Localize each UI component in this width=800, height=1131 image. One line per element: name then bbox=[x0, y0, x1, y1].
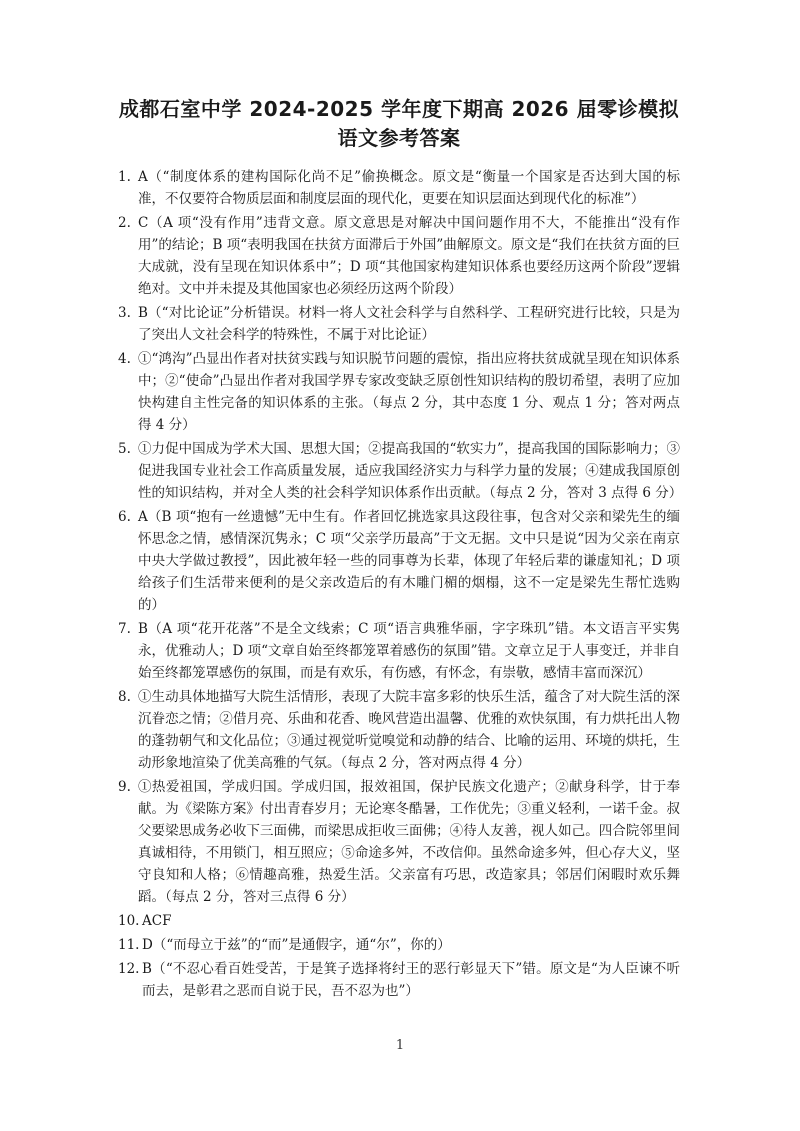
answer-item-12 bbox=[118, 958, 680, 1002]
answer-number: 6. bbox=[118, 509, 131, 525]
answer-text: B（“对比论证”分析错误。材料一将人文社会科学与自然科学、工程研究进行比较，只是为了突出人文社会科学的特殊性，不属于对比论证） bbox=[138, 305, 680, 343]
answer-list bbox=[118, 166, 683, 1002]
answer-text: B（A 项“花开花落”不是全文线索；C 项“语言典雅华丽，字字珠玑”错。本文语言平实隽永，优雅动人；D 项“文章自始至终都笼罩着感伤的氛围”错。文章立足于人事变迁，并非自始至终都笼罩感伤的氛围，而是有欢乐，有伤感，有怀念，有崇敬，感情丰富而深沉） bbox=[138, 621, 680, 681]
document-subtitle: 语文参考答案 bbox=[337, 126, 461, 150]
answer-number: 12. bbox=[118, 961, 140, 977]
answer-number: 1. bbox=[118, 169, 131, 185]
answer-item-10 bbox=[118, 910, 680, 932]
answer-number: 4. bbox=[118, 351, 131, 367]
answer-item-9 bbox=[118, 776, 680, 908]
answer-text: ①“鸿沟”凸显出作者对扶贫实践与知识脱节问题的震惊，指出应将扶贫成就呈现在知识体系中；②“使命”凸显出作者对我国学界专家改变缺乏原创性知识结构的殷切希望，表明了应加快构建自主性完备的知识体系的主张。（每点 2 分，其中态度 1 分、观点 1 分；答对两点得 4 分） bbox=[138, 351, 680, 433]
answer-text: D（“而母立于兹”的“而”是通假字，通“尔”，你的） bbox=[142, 937, 451, 953]
answer-number: 11. bbox=[118, 937, 140, 953]
answer-text: A（“制度体系的建构国际化尚不足”偷换概念。原文是“衡量一个国家是否达到大国的标准，不仅要符合物质层面和制度层面的现代化，更要在知识层面达到现代化的标准”） bbox=[138, 169, 680, 207]
answer-number: 10. bbox=[118, 913, 140, 929]
answer-text: ①生动具体地描写大院生活情形，表现了大院丰富多彩的快乐生活，蕴含了对大院生活的深沉眷恋之情；②借月亮、乐曲和花香、晚风营造出温馨、优雅的欢快氛围，有力烘托出人物的蓬勃朝气和文化品位；③通过视觉听觉嗅觉和动静的结合、比喻的运用、环境的烘托，生动形象地渲染了优美高雅的气氛。（每点 2 分，答对两点得 4 分） bbox=[138, 689, 680, 771]
answer-item-2 bbox=[118, 212, 680, 300]
answer-item-3 bbox=[118, 302, 680, 346]
answer-item-8 bbox=[118, 686, 680, 774]
answer-text: ①力促中国成为学术大国、思想大国；②提高我国的“软实力”，提高我国的国际影响力；③促进我国专业社会工作高质量发展，适应我国经济实力与科学力量的发展；④建成我国原创性的知识结构，并对全人类的社会科学知识体系作出贡献。（每点 2 分，答对 3 点得 6 分） bbox=[138, 441, 683, 501]
answer-item-5 bbox=[118, 438, 683, 504]
answer-item-7 bbox=[118, 618, 680, 684]
answer-text: C（A 项“没有作用”违背文意。原文意思是对解决中国问题作用不大，不能推出“没有作用”的结论；B 项“表明我国在扶贫方面滞后于外国”曲解原文。原文是“我们在扶贫方面的巨大成就，没有呈现在知识体系中”；D 项“其他国家构建知识体系也要经历这两个阶段”逻辑绝对。文中并未提及其他国家也必须经历这两个阶段） bbox=[138, 215, 680, 297]
answer-number: 8. bbox=[118, 689, 131, 705]
document-title: 成都石室中学 2024-2025 学年度下期高 2026 届零诊模拟 bbox=[118, 97, 680, 121]
answer-number: 5. bbox=[118, 441, 131, 457]
answer-item-4 bbox=[118, 348, 680, 436]
answer-text: A（B 项“抱有一丝遗憾”无中生有。作者回忆挑选家具这段往事，包含对父亲和梁先生的缅怀思念之情，感情深沉隽永；C 项“父亲学历最高”于文无据。文中只是说“因为父亲在南京中央大学做过教授”，因此被年轻一些的同事尊为长辈，体现了年轻后辈的谦虚知礼；D 项给孩子们生活带来便利的是父亲改造后的有木雕门楣的烟榻，这不一定是梁先生帮忙选购的） bbox=[138, 509, 680, 613]
page-number: 1 bbox=[395, 1038, 405, 1053]
answer-number: 7. bbox=[118, 621, 131, 637]
answer-text: B（“不忍心看百姓受苦，于是箕子选择将纣王的恶行彰显天下”错。原文是“为人臣谏不听而去，是彰君之恶而自说于民，吾不忍为也”） bbox=[142, 961, 680, 999]
answer-text: ①热爱祖国，学成归国。学成归国，报效祖国，保护民族文化遗产；②献身科学，甘于奉献。为《梁陈方案》付出青春岁月；无论寒冬酷暑，工作优先；③重义轻利，一诺千金。叔父要梁思成务必收下三面佛，而梁思成拒收三面佛；④待人友善，视人如己。四合院邻里间真诚相待，不用锁门，相互照应；⑤命途多舛，不改信仰。虽然命途多舛，但心存大义，坚守良知和人格；⑥情趣高雅，热爱生活。父亲富有巧思，改造家具；邻居们闲暇时欢乐舞蹈。（每点 2 分，答对三点得 6 分） bbox=[138, 779, 680, 905]
answer-number: 3. bbox=[118, 305, 131, 321]
answer-item-1 bbox=[118, 166, 680, 210]
answer-number: 2. bbox=[118, 215, 131, 231]
answer-item-11 bbox=[118, 934, 680, 956]
answer-text: ACF bbox=[142, 913, 172, 929]
answer-number: 9. bbox=[118, 779, 131, 795]
answer-item-6 bbox=[118, 506, 680, 616]
